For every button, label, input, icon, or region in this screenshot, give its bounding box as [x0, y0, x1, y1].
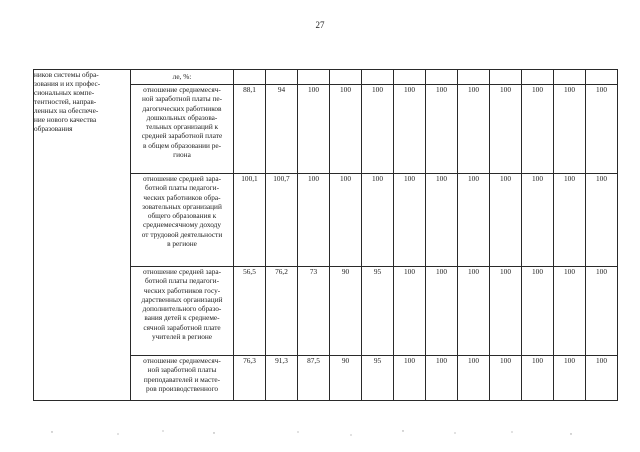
indicator-text: отношение средней зара- ботной платы педагоги- ческих работников госу- дарственных организаций дополнительного образо- вания детей к среднеме- сячной заработной плате учителей в регионе: [141, 267, 223, 342]
header-empty-cell: [330, 70, 362, 85]
value-cell: 100: [586, 267, 618, 356]
value-cell: 100: [554, 267, 586, 356]
indicator-text: отношение среднемесяч- ной заработной платы пе- дагогических работников дошкольных образова- тельных организаций к средней заработной плате в общем образовании ре- гиона: [141, 85, 223, 160]
value-cell: 100: [522, 356, 554, 401]
header-empty-cell: [298, 70, 330, 85]
value-cell: 100: [298, 174, 330, 267]
indicator-text: отношение среднемесяч- ной заработной платы преподавателей и масте- ров производственного: [143, 356, 221, 393]
value-cell: 100: [298, 85, 330, 174]
value-cell: 76,2: [266, 267, 298, 356]
header-empty-cell: [458, 70, 490, 85]
value-cell: 95: [362, 356, 394, 401]
value-cell: 91,3: [266, 356, 298, 401]
header-empty-cell: [266, 70, 298, 85]
value-cell: 100: [458, 267, 490, 356]
value-cell: 90: [330, 356, 362, 401]
value-cell: 100: [458, 174, 490, 267]
value-cell: 100: [426, 174, 458, 267]
indicator-cell: [131, 267, 234, 356]
value-cell: 100: [490, 356, 522, 401]
header-empty-cell: [426, 70, 458, 85]
goal-description-text: ников системы обра- зования и их профес- сиональных компе- тентностей, направ- ленных на обеспече- ние нового качества образования: [34, 70, 101, 133]
value-cell: 87,5: [298, 356, 330, 401]
scan-noise-dots: [0, 428, 640, 438]
value-cell: 100: [394, 174, 426, 267]
value-cell: 100: [490, 174, 522, 267]
value-cell: 100: [554, 356, 586, 401]
header-label-cell: ле, %:: [131, 70, 234, 85]
value-cell: 100: [394, 85, 426, 174]
value-cell: 100: [554, 85, 586, 174]
header-empty-cell: [362, 70, 394, 85]
value-cell: 100: [522, 85, 554, 174]
value-cell: 95: [362, 267, 394, 356]
value-cell: 100: [586, 356, 618, 401]
indicator-cell: [131, 85, 234, 174]
value-cell: 100: [426, 356, 458, 401]
value-cell: 100: [330, 174, 362, 267]
value-cell: 100: [362, 85, 394, 174]
header-empty-cell: [490, 70, 522, 85]
value-cell: 100: [522, 174, 554, 267]
goal-description-cell: [34, 70, 131, 401]
value-cell: 100: [394, 356, 426, 401]
indicator-cell: [131, 174, 234, 267]
value-cell: 100: [362, 174, 394, 267]
value-cell: 56,5: [234, 267, 266, 356]
value-cell: 100: [426, 85, 458, 174]
value-cell: 100,7: [266, 174, 298, 267]
indicator-cell: [131, 356, 234, 401]
table-header-row: [34, 70, 618, 85]
value-cell: 100: [330, 85, 362, 174]
value-cell: 100,1: [234, 174, 266, 267]
header-empty-cell: [234, 70, 266, 85]
value-cell: 100: [554, 174, 586, 267]
value-cell: 76,3: [234, 356, 266, 401]
value-cell: 100: [458, 85, 490, 174]
page-number: 27: [315, 20, 325, 30]
header-empty-cell: [394, 70, 426, 85]
value-cell: 100: [586, 85, 618, 174]
value-cell: 88,1: [234, 85, 266, 174]
header-empty-cell: [586, 70, 618, 85]
value-cell: 100: [426, 267, 458, 356]
value-cell: 100: [458, 356, 490, 401]
value-cell: 100: [394, 267, 426, 356]
indicators-table: [33, 69, 618, 401]
header-empty-cell: [554, 70, 586, 85]
indicator-text: отношение средней зара- ботной платы педагоги- ческих работников обра- зовательных организаций общего образования к среднемесячному доходу от трудовой деятельности в регионе: [141, 174, 223, 249]
value-cell: 90: [330, 267, 362, 356]
value-cell: 94: [266, 85, 298, 174]
value-cell: 73: [298, 267, 330, 356]
value-cell: 100: [490, 267, 522, 356]
value-cell: 100: [522, 267, 554, 356]
value-cell: 100: [490, 85, 522, 174]
header-empty-cell: [522, 70, 554, 85]
value-cell: 100: [586, 174, 618, 267]
